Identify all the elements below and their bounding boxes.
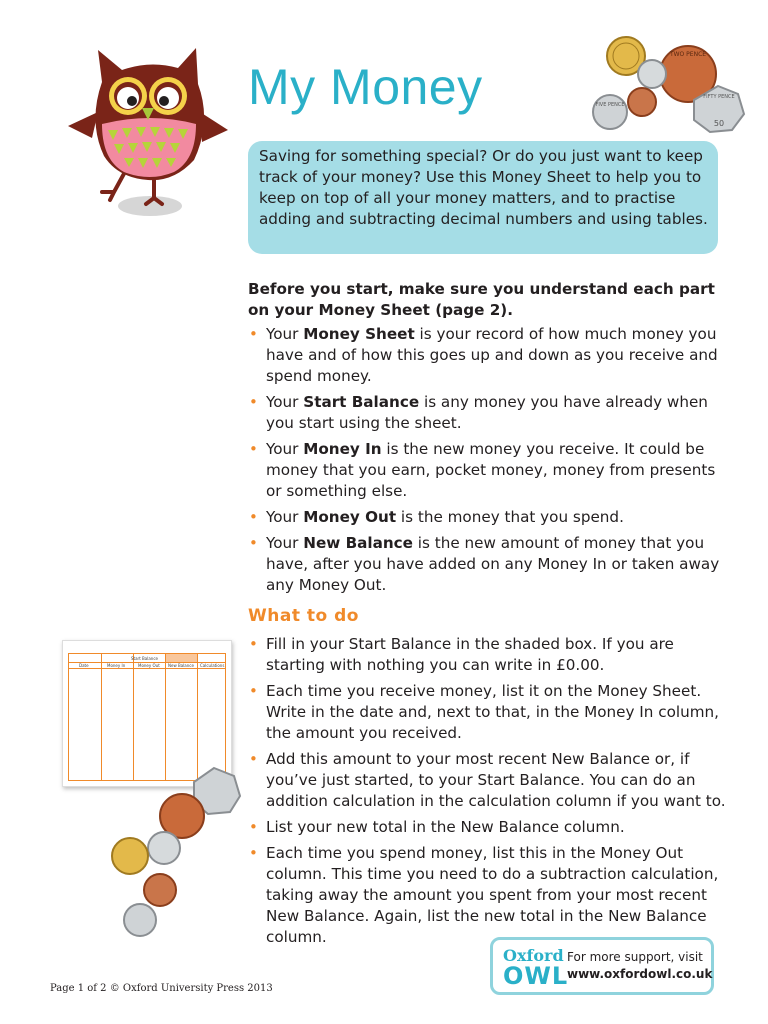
coins-stack-illustration bbox=[108, 764, 244, 944]
what-to-do-heading: What to do bbox=[248, 606, 359, 626]
coin-ten-pence-icon bbox=[593, 95, 627, 129]
steps-list bbox=[248, 634, 728, 953]
owl-logo-text: OWL bbox=[503, 962, 569, 990]
coin-five-pence-icon bbox=[638, 60, 666, 88]
coin-ten-pence-icon bbox=[124, 904, 156, 936]
list-item: • Your Money Sheet is your record of how much money you have and of how this goes up and down as you receive and spend money. bbox=[248, 324, 728, 387]
page-title: My Money bbox=[248, 59, 483, 115]
svg-text:FIFTY PENCE: FIFTY PENCE bbox=[703, 94, 735, 100]
svg-text:FIVE PENCE: FIVE PENCE bbox=[595, 102, 625, 108]
list-item: • Each time you receive money, list it on the Money Sheet. Write in the date and, next to that, in the Money In column, the amount you received. bbox=[248, 681, 728, 744]
coin-five-pence-icon bbox=[148, 832, 180, 864]
intro-text: Saving for something special? Or do you just want to keep track of your money? Use this Money Sheet to help you to keep on top of all your money matters, and to practise adding and subtracting decimal numbers and using tables. bbox=[259, 147, 708, 228]
page-footer: Page 1 of 2 © Oxford University Press 2013 bbox=[50, 983, 273, 994]
list-item: • Your Start Balance is any money you have already when you start using the sheet. bbox=[248, 392, 728, 434]
owl-mascot-illustration bbox=[62, 42, 232, 222]
owl-leg-left bbox=[102, 170, 126, 200]
thumbnail-table bbox=[68, 653, 226, 781]
oxfordowl-link[interactable]: www.oxfordowl.co.uk bbox=[567, 967, 713, 981]
term-start-balance: Start Balance bbox=[303, 393, 420, 411]
coin-one-penny-icon bbox=[628, 88, 656, 116]
support-text: For more support, visit bbox=[567, 950, 703, 964]
svg-text:50: 50 bbox=[713, 119, 725, 128]
list-item: • Your New Balance is the new amount of money that you have, after you have added on any Money In or taken away any Money Out. bbox=[248, 533, 728, 596]
list-item: • Fill in your Start Balance in the shaded box. If you are starting with nothing you can write in £0.00. bbox=[248, 634, 728, 676]
list-item: • List your new total in the New Balance column. bbox=[248, 817, 728, 838]
term-money-out: Money Out bbox=[303, 508, 397, 526]
term-money-sheet: Money Sheet bbox=[303, 325, 415, 343]
list-item: • Your Money Out is the money that you spend. bbox=[248, 507, 728, 528]
start-balance-shaded-box bbox=[166, 654, 198, 662]
thumbnail-col-new-balance: New Balance bbox=[168, 663, 194, 668]
coin-one-pound-icon bbox=[112, 838, 148, 874]
list-item: • Add this amount to your most recent New Balance or, if you’ve just started, to your Start Balance. You can do an addition calculation in the calculation column if you want to. bbox=[248, 749, 728, 812]
thumbnail-col-date: Date bbox=[79, 663, 89, 668]
intro-box bbox=[248, 141, 718, 254]
definitions-list bbox=[248, 324, 728, 601]
owl-wing-right bbox=[200, 112, 228, 142]
list-item: • Your Money In is the new money you receive. It could be money that you earn, pocket money, money from presents or something else. bbox=[248, 439, 728, 502]
list-item: • Each time you spend money, list this in the Money Out column. This time you need to do a subtraction calculation, taking away the amount you spent from your most recent New Balance. Again, list the new total in the New Balance column. bbox=[248, 843, 728, 948]
owl-wing-left bbox=[68, 112, 98, 138]
oxford-logo-text: Oxford bbox=[503, 946, 564, 965]
term-new-balance: New Balance bbox=[303, 534, 413, 552]
thumbnail-col-money-out: Money Out bbox=[138, 663, 160, 668]
coin-one-penny-icon bbox=[144, 874, 176, 906]
before-you-start-heading: Before you start, make sure you understand each part on your Money Sheet (page 2). bbox=[248, 280, 715, 319]
oxford-owl-badge[interactable] bbox=[490, 937, 714, 995]
thumbnail-col-calculations: Calculations bbox=[200, 663, 225, 668]
thumbnail-col-money-in: Money In bbox=[107, 663, 126, 668]
coins-top-illustration bbox=[586, 34, 748, 134]
thumbnail-start-balance-label: Start Balance bbox=[131, 656, 158, 661]
term-money-in: Money In bbox=[303, 440, 382, 458]
svg-text:TWO PENCE: TWO PENCE bbox=[669, 51, 707, 58]
